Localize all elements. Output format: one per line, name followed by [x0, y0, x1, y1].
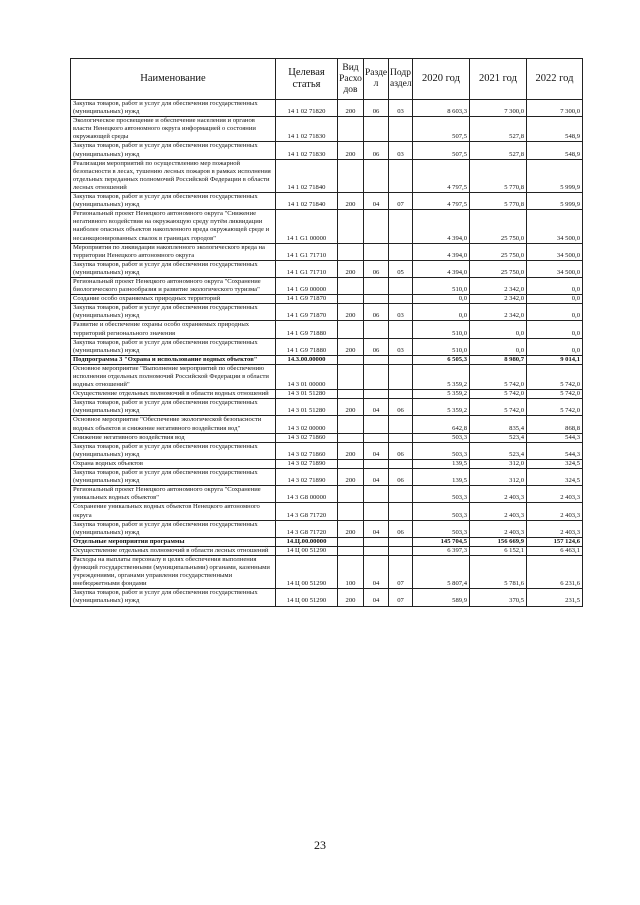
cell-year-2022: 231,5 — [527, 589, 583, 606]
cell-subsection — [389, 210, 413, 243]
table-row — [71, 459, 583, 468]
cell-section — [364, 486, 389, 503]
cell-year-2022: 868,8 — [527, 416, 583, 433]
cell-year-2022: 157 124,6 — [527, 537, 583, 546]
cell-year-2022: 9 014,1 — [527, 355, 583, 364]
table-row — [71, 193, 583, 210]
cell-year-2021: 7 300,0 — [470, 100, 527, 117]
table-row — [71, 433, 583, 442]
cell-name: Закупка товаров, работ и услуг для обеспечения государственных (муниципальных) нужд — [71, 338, 276, 355]
cell-name: Закупка товаров, работ и услуг для обеспечения государственных (муниципальных) нужд — [71, 193, 276, 210]
cell-year-2022: 34 500,0 — [527, 260, 583, 277]
header-year-2020: 2020 год — [413, 59, 470, 100]
cell-section — [364, 210, 389, 243]
cell-expense-type: 200 — [338, 260, 364, 277]
cell-expense-type — [338, 321, 364, 338]
cell-subsection: 03 — [389, 142, 413, 159]
cell-year-2020: 8 603,3 — [413, 100, 470, 117]
header-target-article: Целевая статья — [276, 59, 338, 100]
cell-subsection — [389, 416, 413, 433]
cell-expense-type — [338, 355, 364, 364]
cell-section — [364, 546, 389, 555]
cell-year-2022: 5 999,9 — [527, 159, 583, 192]
cell-name: Закупка товаров, работ и услуг для обеспечения государственных (муниципальных) нужд — [71, 469, 276, 486]
cell-name: Осуществление отдельных полномочий в области лесных отношений — [71, 546, 276, 555]
cell-year-2021: 5 742,0 — [470, 364, 527, 389]
cell-subsection — [389, 503, 413, 520]
cell-year-2021: 25 750,0 — [470, 210, 527, 243]
cell-year-2021: 5 770,8 — [470, 159, 527, 192]
cell-year-2021: 2 403,3 — [470, 486, 527, 503]
cell-year-2022: 6 231,6 — [527, 555, 583, 588]
table-row — [71, 537, 583, 546]
cell-expense-type — [338, 159, 364, 192]
table-row — [71, 555, 583, 588]
cell-target-article: 14 3 02 71890 — [276, 469, 338, 486]
table-row — [71, 589, 583, 606]
cell-section: 04 — [364, 589, 389, 606]
cell-year-2022: 548,9 — [527, 117, 583, 142]
cell-section: 04 — [364, 520, 389, 537]
cell-expense-type — [338, 537, 364, 546]
cell-year-2022: 34 500,0 — [527, 243, 583, 260]
cell-subsection — [389, 277, 413, 294]
cell-expense-type — [338, 243, 364, 260]
table-row — [71, 100, 583, 117]
cell-subsection: 03 — [389, 100, 413, 117]
cell-name: Закупка товаров, работ и услуг для обеспечения государственных (муниципальных) нужд — [71, 442, 276, 459]
table-row — [71, 304, 583, 321]
cell-expense-type — [338, 486, 364, 503]
cell-expense-type: 200 — [338, 469, 364, 486]
cell-year-2020: 4 797,5 — [413, 193, 470, 210]
cell-subsection — [389, 459, 413, 468]
cell-target-article: 14 1 02 71840 — [276, 193, 338, 210]
cell-target-article: 14 1 G1 71710 — [276, 260, 338, 277]
cell-target-article: 14 Ц 00 51290 — [276, 546, 338, 555]
cell-name: Охрана водных объектов — [71, 459, 276, 468]
cell-year-2021: 5 742,0 — [470, 390, 527, 399]
cell-subsection — [389, 537, 413, 546]
cell-subsection: 07 — [389, 555, 413, 588]
cell-year-2021: 527,8 — [470, 142, 527, 159]
table-row — [71, 243, 583, 260]
cell-expense-type: 200 — [338, 100, 364, 117]
cell-section: 04 — [364, 399, 389, 416]
cell-expense-type — [338, 546, 364, 555]
cell-subsection: 07 — [389, 589, 413, 606]
cell-target-article: 14 1 G9 71870 — [276, 295, 338, 304]
cell-year-2020: 510,0 — [413, 277, 470, 294]
cell-year-2022: 2 403,3 — [527, 486, 583, 503]
cell-target-article: 14.3.00.00000 — [276, 355, 338, 364]
cell-target-article: 14 1 02 71830 — [276, 142, 338, 159]
cell-section — [364, 390, 389, 399]
cell-expense-type: 200 — [338, 338, 364, 355]
cell-expense-type — [338, 433, 364, 442]
cell-year-2021: 370,5 — [470, 589, 527, 606]
cell-year-2021: 2 342,0 — [470, 304, 527, 321]
cell-year-2020: 507,5 — [413, 117, 470, 142]
budget-sheet — [70, 58, 582, 607]
cell-expense-type — [338, 390, 364, 399]
cell-year-2021: 6 152,1 — [470, 546, 527, 555]
cell-name: Подпрограмма 3 "Охрана и использование водных объектов" — [71, 355, 276, 364]
cell-expense-type: 200 — [338, 442, 364, 459]
cell-subsection — [389, 364, 413, 389]
cell-subsection — [389, 390, 413, 399]
table-row — [71, 338, 583, 355]
cell-name: Региональный проект Ненецкого автономного округа "Сохранение уникальных водных объектов" — [71, 486, 276, 503]
cell-target-article: 14 1 G9 71870 — [276, 304, 338, 321]
cell-year-2022: 0,0 — [527, 321, 583, 338]
cell-subsection: 06 — [389, 399, 413, 416]
table-row — [71, 390, 583, 399]
cell-year-2020: 589,9 — [413, 589, 470, 606]
cell-year-2022: 0,0 — [527, 304, 583, 321]
cell-target-article: 14 1 02 71830 — [276, 117, 338, 142]
cell-name: Осуществление отдельных полномочий в области водных отношений — [71, 390, 276, 399]
cell-section — [364, 277, 389, 294]
cell-year-2021: 312,0 — [470, 469, 527, 486]
cell-section: 04 — [364, 193, 389, 210]
cell-target-article: 14 3 G8 00000 — [276, 486, 338, 503]
cell-expense-type: 200 — [338, 399, 364, 416]
cell-target-article: 14.Ц.00.00000 — [276, 537, 338, 546]
cell-name: Отдельные мероприятия программы — [71, 537, 276, 546]
cell-year-2020: 507,5 — [413, 142, 470, 159]
cell-subsection — [389, 355, 413, 364]
cell-expense-type — [338, 503, 364, 520]
cell-year-2022: 544,3 — [527, 442, 583, 459]
cell-expense-type — [338, 364, 364, 389]
cell-year-2021: 2 342,0 — [470, 277, 527, 294]
cell-subsection — [389, 159, 413, 192]
cell-year-2020: 503,3 — [413, 442, 470, 459]
cell-expense-type — [338, 416, 364, 433]
cell-year-2020: 4 394,0 — [413, 260, 470, 277]
cell-year-2020: 503,3 — [413, 433, 470, 442]
cell-target-article: 14 1 G9 71880 — [276, 338, 338, 355]
cell-expense-type: 100 — [338, 555, 364, 588]
cell-year-2021: 156 669,9 — [470, 537, 527, 546]
cell-year-2020: 139,5 — [413, 469, 470, 486]
cell-year-2022: 0,0 — [527, 338, 583, 355]
cell-subsection: 05 — [389, 260, 413, 277]
cell-year-2020: 5 359,2 — [413, 399, 470, 416]
cell-year-2020: 510,0 — [413, 321, 470, 338]
cell-expense-type — [338, 210, 364, 243]
cell-section — [364, 243, 389, 260]
cell-year-2020: 5 807,4 — [413, 555, 470, 588]
cell-target-article: 14 Ц 00 51290 — [276, 589, 338, 606]
table-row — [71, 364, 583, 389]
cell-year-2022: 34 500,0 — [527, 210, 583, 243]
table-row — [71, 210, 583, 243]
cell-name: Реализация мероприятий по осуществлению мер пожарной безопасности в лесах, тушению лесных пожаров в рамках исполнения отдельных переданных полномочий Российской Федерации в области лесных отношений — [71, 159, 276, 192]
cell-year-2020: 5 359,2 — [413, 364, 470, 389]
cell-expense-type — [338, 277, 364, 294]
table-row — [71, 442, 583, 459]
cell-section — [364, 117, 389, 142]
cell-year-2021: 0,0 — [470, 321, 527, 338]
cell-target-article: 14 3 01 00000 — [276, 364, 338, 389]
cell-year-2022: 0,0 — [527, 277, 583, 294]
cell-year-2022: 548,9 — [527, 142, 583, 159]
cell-subsection: 07 — [389, 193, 413, 210]
cell-year-2021: 8 980,7 — [470, 355, 527, 364]
cell-section: 06 — [364, 100, 389, 117]
cell-year-2022: 5 742,0 — [527, 364, 583, 389]
cell-subsection: 03 — [389, 338, 413, 355]
cell-year-2020: 145 704,5 — [413, 537, 470, 546]
cell-section: 04 — [364, 469, 389, 486]
header-subsection: Подр аздел — [389, 59, 413, 100]
cell-name: Сохранение уникальных водных объектов Ненецкого автономного округа — [71, 503, 276, 520]
cell-subsection — [389, 243, 413, 260]
cell-year-2021: 2 342,0 — [470, 295, 527, 304]
cell-target-article: 14 1 02 71840 — [276, 159, 338, 192]
cell-section — [364, 321, 389, 338]
cell-year-2021: 0,0 — [470, 338, 527, 355]
table-row — [71, 416, 583, 433]
cell-year-2022: 324,5 — [527, 469, 583, 486]
cell-expense-type: 200 — [338, 304, 364, 321]
cell-section — [364, 537, 389, 546]
cell-year-2020: 0,0 — [413, 295, 470, 304]
cell-target-article: 14 3 02 71860 — [276, 442, 338, 459]
cell-year-2020: 5 359,2 — [413, 390, 470, 399]
cell-target-article: 14 3 02 71860 — [276, 433, 338, 442]
cell-name: Закупка товаров, работ и услуг для обеспечения государственных (муниципальных) нужд — [71, 589, 276, 606]
cell-name: Региональный проект Ненецкого автономного округа "Снижение негативного воздействия на окружающую среду путём ликвидации наиболее опасных объектов накопленного вреда окружающей среде и несанкционированных свалок в границах городов" — [71, 210, 276, 243]
cell-subsection — [389, 433, 413, 442]
cell-section — [364, 503, 389, 520]
cell-year-2022: 2 403,3 — [527, 503, 583, 520]
table-row — [71, 321, 583, 338]
cell-target-article: 14 3 G8 71720 — [276, 503, 338, 520]
cell-target-article: 14 3 01 51280 — [276, 390, 338, 399]
cell-year-2021: 5 781,6 — [470, 555, 527, 588]
cell-name: Развитие и обеспечение охраны особо охраняемых природных территорий регионального значения — [71, 321, 276, 338]
table-row — [71, 277, 583, 294]
cell-target-article: 14 3 G8 71720 — [276, 520, 338, 537]
cell-year-2020: 0,0 — [413, 304, 470, 321]
cell-section — [364, 295, 389, 304]
table-row — [71, 546, 583, 555]
cell-section — [364, 355, 389, 364]
cell-name: Экологическое просвещение и обеспечение населения и органов власти Ненецкого автономного округа информацией о состоянии окружающей среды — [71, 117, 276, 142]
cell-target-article: 14 1 G9 71880 — [276, 321, 338, 338]
cell-year-2021: 523,4 — [470, 442, 527, 459]
cell-name: Закупка товаров, работ и услуг для обеспечения государственных (муниципальных) нужд — [71, 399, 276, 416]
cell-name: Закупка товаров, работ и услуг для обеспечения государственных (муниципальных) нужд — [71, 304, 276, 321]
cell-year-2020: 6 397,3 — [413, 546, 470, 555]
cell-section: 06 — [364, 338, 389, 355]
cell-section — [364, 159, 389, 192]
page-number: 23 — [314, 838, 326, 852]
cell-section — [364, 364, 389, 389]
cell-section: 04 — [364, 555, 389, 588]
cell-expense-type: 200 — [338, 589, 364, 606]
cell-name: Закупка товаров, работ и услуг для обеспечения государственных (муниципальных) нужд — [71, 520, 276, 537]
cell-name: Основное мероприятие "Выполнение мероприятий по обеспечению исполнения отдельных полномочий Российской Федерации в области водных отношений" — [71, 364, 276, 389]
cell-expense-type — [338, 117, 364, 142]
header-year-2021: 2021 год — [470, 59, 527, 100]
table-row — [71, 260, 583, 277]
cell-subsection: 06 — [389, 469, 413, 486]
cell-year-2020: 503,3 — [413, 486, 470, 503]
cell-name: Закупка товаров, работ и услуг для обеспечения государственных (муниципальных) нужд — [71, 142, 276, 159]
cell-section: 06 — [364, 142, 389, 159]
cell-year-2021: 523,4 — [470, 433, 527, 442]
table-row — [71, 469, 583, 486]
cell-section — [364, 433, 389, 442]
cell-target-article: 14 1 02 71820 — [276, 100, 338, 117]
cell-section — [364, 416, 389, 433]
cell-year-2020: 6 505,3 — [413, 355, 470, 364]
cell-year-2021: 2 403,3 — [470, 503, 527, 520]
table-row — [71, 142, 583, 159]
budget-table — [70, 58, 583, 607]
table-row — [71, 503, 583, 520]
header-name: Наименование — [71, 59, 276, 100]
table-row — [71, 520, 583, 537]
cell-section — [364, 459, 389, 468]
cell-year-2021: 25 750,0 — [470, 243, 527, 260]
cell-name: Расходы на выплаты персоналу в целях обеспечения выполнения функций государственными (муниципальными) органами, казенными учреждениями, органами управления государственными внебюджетными фондами — [71, 555, 276, 588]
cell-subsection — [389, 546, 413, 555]
cell-name: Снижение негативного воздействия вод — [71, 433, 276, 442]
cell-year-2022: 324,5 — [527, 459, 583, 468]
cell-year-2022: 6 463,1 — [527, 546, 583, 555]
cell-year-2020: 4 797,5 — [413, 159, 470, 192]
cell-name: Закупка товаров, работ и услуг для обеспечения государственных (муниципальных) нужд — [71, 100, 276, 117]
cell-section: 06 — [364, 260, 389, 277]
cell-year-2022: 5 742,0 — [527, 390, 583, 399]
cell-year-2021: 25 750,0 — [470, 260, 527, 277]
cell-year-2021: 2 403,3 — [470, 520, 527, 537]
cell-name: Основное мероприятие "Обеспечение экологической безопасности водных объектов и снижение негативного воздействия вод" — [71, 416, 276, 433]
table-body — [71, 100, 583, 607]
cell-subsection: 06 — [389, 520, 413, 537]
table-row — [71, 355, 583, 364]
cell-year-2020: 4 394,0 — [413, 210, 470, 243]
cell-year-2021: 527,8 — [470, 117, 527, 142]
table-row — [71, 159, 583, 192]
cell-name: Региональный проект Ненецкого автономного округа "Сохранение биологического разнообразия и развитие экологического туризма" — [71, 277, 276, 294]
cell-expense-type: 200 — [338, 520, 364, 537]
cell-target-article: 14 1 G1 00000 — [276, 210, 338, 243]
cell-target-article: 14 3 02 00000 — [276, 416, 338, 433]
table-row — [71, 295, 583, 304]
cell-year-2022: 544,3 — [527, 433, 583, 442]
cell-subsection — [389, 295, 413, 304]
cell-year-2021: 835,4 — [470, 416, 527, 433]
cell-section: 04 — [364, 442, 389, 459]
table-row — [71, 399, 583, 416]
cell-subsection — [389, 486, 413, 503]
cell-subsection — [389, 117, 413, 142]
table-row — [71, 486, 583, 503]
cell-year-2020: 503,3 — [413, 520, 470, 537]
cell-year-2022: 5 999,9 — [527, 193, 583, 210]
cell-target-article: 14 Ц 00 51290 — [276, 555, 338, 588]
cell-subsection — [389, 321, 413, 338]
cell-year-2021: 5 770,8 — [470, 193, 527, 210]
cell-year-2022: 7 300,0 — [527, 100, 583, 117]
cell-name: Закупка товаров, работ и услуг для обеспечения государственных (муниципальных) нужд — [71, 260, 276, 277]
cell-expense-type: 200 — [338, 142, 364, 159]
cell-target-article: 14 1 G1 71710 — [276, 243, 338, 260]
header-year-2022: 2022 год — [527, 59, 583, 100]
cell-name: Создание особо охраняемых природных территорий — [71, 295, 276, 304]
cell-subsection: 06 — [389, 442, 413, 459]
cell-target-article: 14 1 G9 00000 — [276, 277, 338, 294]
cell-section: 06 — [364, 304, 389, 321]
cell-year-2020: 503,3 — [413, 503, 470, 520]
cell-name: Мероприятия по ликвидации накопленного экологического вреда на территории Ненецкого автономного округа — [71, 243, 276, 260]
header-expense-type: Вид Расхо дов — [338, 59, 364, 100]
cell-year-2021: 312,0 — [470, 459, 527, 468]
cell-year-2020: 510,0 — [413, 338, 470, 355]
cell-year-2020: 4 394,0 — [413, 243, 470, 260]
cell-expense-type — [338, 295, 364, 304]
cell-year-2021: 5 742,0 — [470, 399, 527, 416]
cell-target-article: 14 3 01 51280 — [276, 399, 338, 416]
cell-subsection: 03 — [389, 304, 413, 321]
cell-expense-type: 200 — [338, 193, 364, 210]
table-row — [71, 117, 583, 142]
cell-year-2020: 139,5 — [413, 459, 470, 468]
cell-target-article: 14 3 02 71890 — [276, 459, 338, 468]
cell-year-2022: 2 403,3 — [527, 520, 583, 537]
header-section: Разде л — [364, 59, 389, 100]
cell-year-2022: 0,0 — [527, 295, 583, 304]
cell-year-2022: 5 742,0 — [527, 399, 583, 416]
table-header-row — [71, 59, 583, 100]
cell-expense-type — [338, 459, 364, 468]
cell-year-2020: 642,8 — [413, 416, 470, 433]
